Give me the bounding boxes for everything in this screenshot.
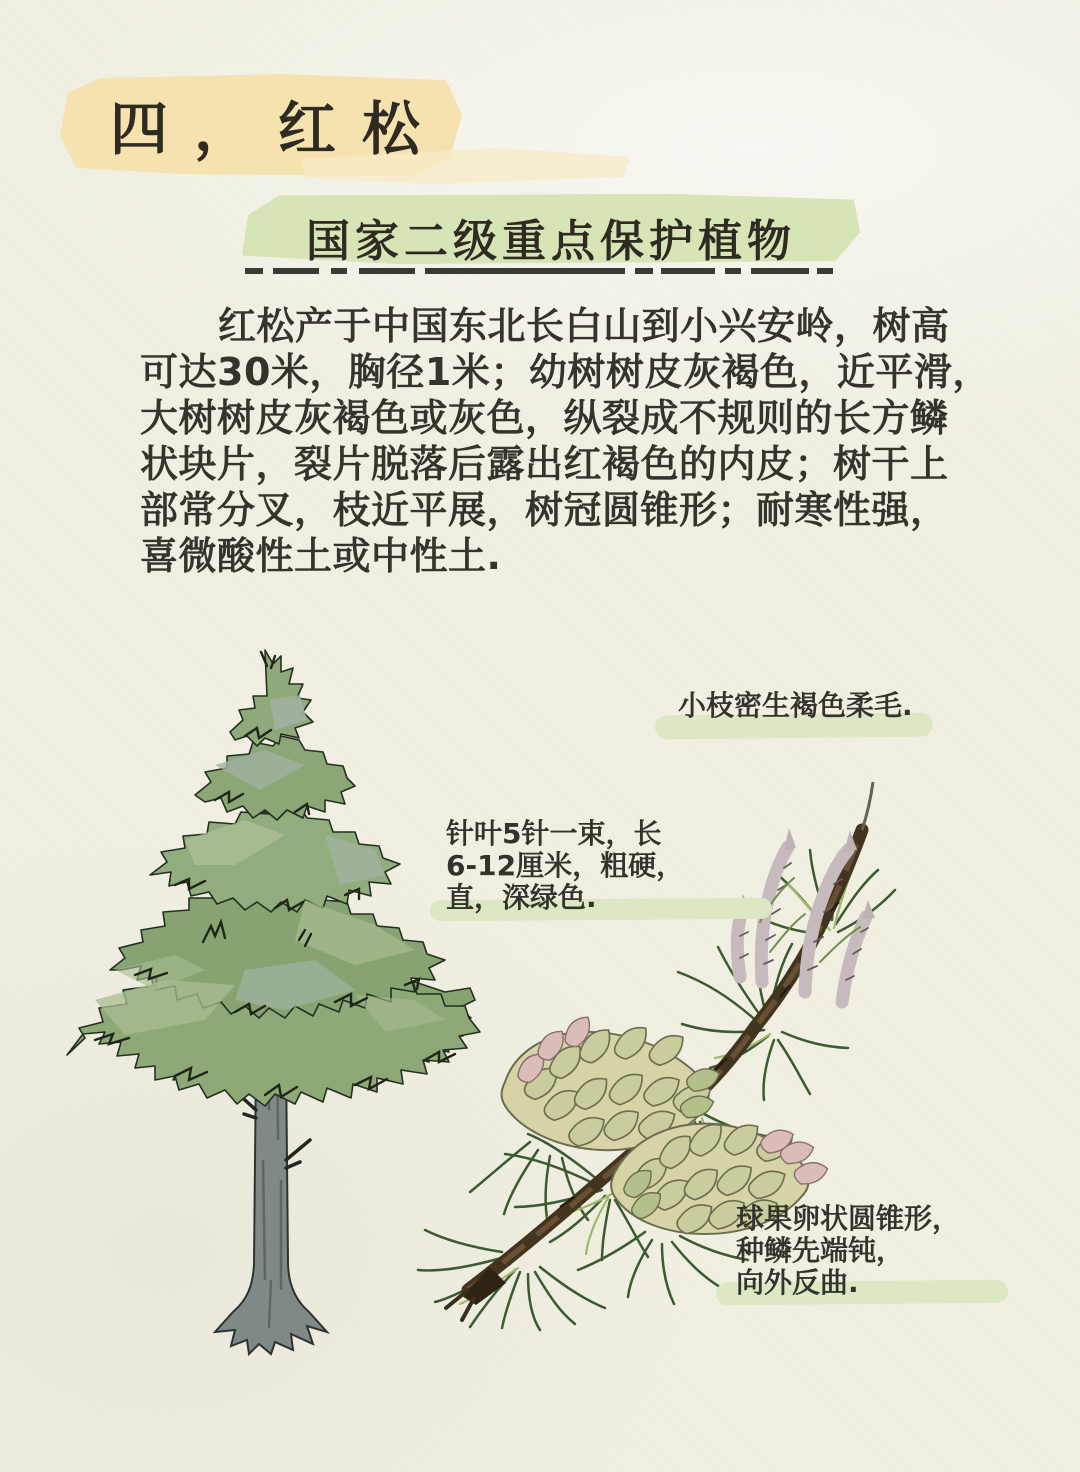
twig-note-text: 小枝密生褐色柔毛. — [678, 689, 913, 722]
paragraph-line: 可达30米，胸径1米；幼树树皮灰褐色，近平滑， — [140, 350, 991, 394]
page-subtitle: 国家二级重点保护植物 — [306, 216, 796, 267]
cone-note — [736, 1203, 960, 1299]
dash-dot-divider — [243, 265, 839, 277]
paragraph-line: 状块片，裂片脱落后露出红褐色的内皮；树干上 — [140, 442, 949, 486]
twig-note — [678, 690, 913, 722]
cone-note-line: 向外反曲. — [736, 1266, 859, 1299]
paragraph-line: 大树树皮灰褐色或灰色，纵裂成不规则的长方鳞 — [140, 396, 949, 440]
page-title: 四，红松 — [110, 95, 447, 163]
cone-note-line: 种鳞先端钝， — [736, 1234, 905, 1267]
needle-note — [446, 818, 684, 914]
needle-note-line: 直，深绿色. — [446, 881, 597, 914]
cone-note-line: 球果卵状圆锥形， — [736, 1202, 961, 1235]
needle-note-line: 6-12厘米，粗硬， — [446, 849, 685, 882]
needle-note-line: 针叶5针一束，长 — [446, 817, 662, 850]
paragraph-line: 喜微酸性土或中性土. — [140, 534, 502, 578]
description-paragraph — [140, 303, 991, 579]
paragraph-line: 红松产于中国东北长白山到小兴安岭，树高 — [218, 304, 950, 348]
paragraph-line: 部常分叉，枝近平展，树冠圆锥形；耐寒性强， — [140, 488, 949, 532]
